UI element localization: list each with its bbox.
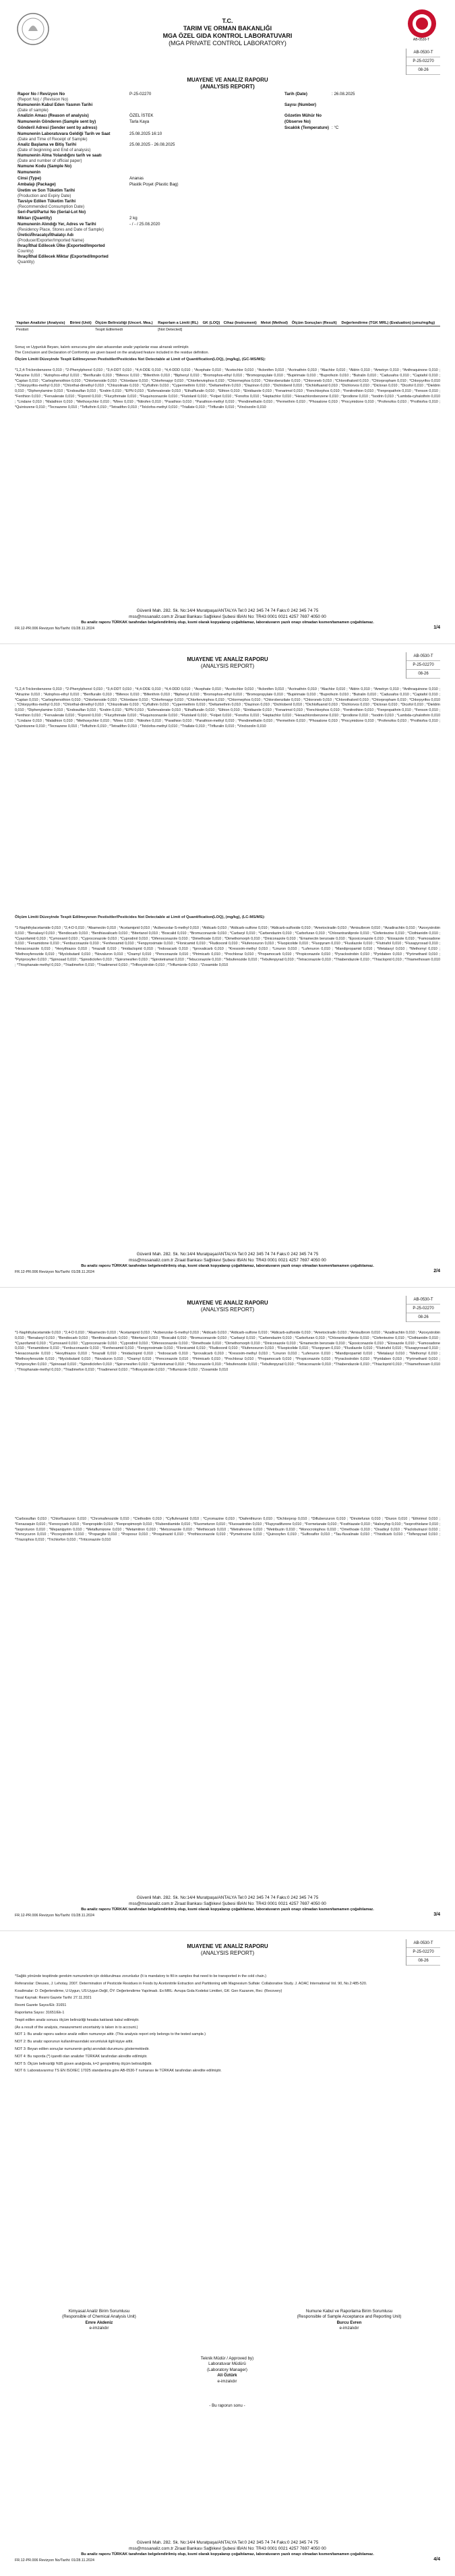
report-title: MUAYENE VE ANALİZ RAPORU (ANALYSIS REPORT) xyxy=(187,1943,268,1956)
info-right-label: Sayısı (Number) xyxy=(284,103,317,107)
table-cell xyxy=(222,326,260,334)
page-number: 3/4 xyxy=(433,1912,440,1917)
info-label: Numune Kodu (Sample No) xyxy=(18,164,72,169)
info-right-label: (Observe No) xyxy=(284,119,311,124)
page-number: 4/4 xyxy=(433,2557,440,2562)
note-item: NOT 5: Ölçüm belirsizliği %95 güven aralığında, k=2 genişletilmiş ölçüm belirsizliğidir. xyxy=(15,2061,152,2066)
info-label: Cinsi (Type) xyxy=(18,176,41,181)
report-page-4 xyxy=(0,1931,455,2575)
info-value: 25.08.2025 - 26.08.2025 xyxy=(129,142,175,147)
note-item: Raporlama Sayısı: 31651/Ek-1 xyxy=(15,2010,65,2015)
note-item: Yasal Kaynak: Resmi Gazete Tarihi: 27.11.2021 xyxy=(15,1996,92,2001)
column-header: GK (LOQ) xyxy=(202,320,222,326)
pesticide-list-gc: *1,2,4-Triclorobenzene 0,010 ; *2-Phenylphenol 0,010 ; *3,4-DDT 0,010 ; *4,4-DDE 0,010 ; *4,4-DDD 0,010 ; *Acephate 0,010 ; *Acetochlor 0,010 ; *Aclonifen 0,010 ; *Acrinathrin 0,010 ; *Alachlor 0,010 ; *Aldrin 0,010 ; *Ametryn 0,010 ; *Anthraquinone 0,010 ; *Atrazine 0,010 ; *Azinphos-ethyl 0,010 ; *Benfluralin 0,010 ; *Bifenox 0,010 ; *Bifenthrin 0,010 ; *Biphenyl 0,010 ; *Bromophos-ethyl 0,010 ; *Bromopropylate 0,010 ; *Bupirimate 0,010 ; *Buprofezin 0,010 ; *Butralin 0,010 ; *Cadusafos 0,010 ; *Captafol 0,010 ; *Captan 0,010 ; *Carbophenothion 0,010 ; *Chlorbenside 0,010 ; *Chlordane 0,010 ; *Chlorfenapyr 0,010 ; *Chlorfenvinphos 0,010 ; *Chlormephos 0,010 ; *Chlorobenzilate 0,010 ; *Chloroneb 0,010 ; *Chlorothalonil 0,010 ; *Chlorpropham 0,010 ; *Chlorpyrifos 0,010 ; *Chlorpyrifos-methyl 0,010 ; *Chlorthal-dimethyl 0,010 ; *Chlozolinate 0,010 ; *Cyfluthrin 0,010 ; *Cypermethrin 0,010 ; *Deltamethrin 0,010 ; *Diazinon 0,010 ; *Dichlobenil 0,010 ; *Dichlofluanid 0,010 ; *Dichlorvos 0,010 ; *Dicloran 0,010 ; *Dicofol 0,010 ; *Dieldrin 0,010 ; *Diphenylamine 0,010 ; *Endosulfan 0,010 ; *Endrin 0,010 ; *EPN 0,010 ; *Esfenvalerate 0,010 ; *Ethalfluralin 0,010 ; *Ethion 0,010 ; *Etridiazole 0,010 ; *Fenarimol 0,010 ; *Fenchlorphos 0,010 ; *Fenitrothion 0,010 ; *Fenpropathrin 0,010 ; *Fenson 0,010 ; *Fenthion 0,010 ; *Fenvalerate 0,010 ; *Fipronil 0,010 ; *Flucythrinate 0,010 ; *Fluquinconazole 0,010 ; *Flutolanil 0,010 ; *Folpet 0,010 ; *Fonofos 0,010 ; *Heptachlor 0,010 ; *Hexachlorobenzene 0,010 ; *Iprodione 0,010 ; *Isodrin 0,010 ; *Lambda-cyhalothrin 0,010 ; *Lindane 0,010 ; *Malathion 0,010 ; *Methoxychlor 0,010 ; *Mirex 0,010 ; *Nitrofen 0,010 ; *Parathion 0,010 ; *Parathion-methyl 0,010 ; *Pendimethalin 0,010 ; *Permethrin 0,010 ; *Phosalone 0,010 ; *Procymidone 0,010 ; *Profenofos 0,010 ; *Prothiofos 0,010 ; *Quintozene 0,010 ; *Tecnazene 0,010 ; *Tefluthrin 0,010 ; *Tetradifon 0,010 ; *Tolclofos-methyl 0,010 ; *Triallate 0,010 ; *Trifluralin 0,010 ; *Vinclozolin 0,010 xyxy=(15,368,440,409)
info-sublabel: (Report No) / (Revision No) xyxy=(18,96,68,102)
info-row xyxy=(15,199,440,210)
table-cell: Pestisit xyxy=(16,328,29,332)
note-item: NOT 3: Beyan edilen sonuçlar numunenin gelişi anındaki durumunu göstermektedir. xyxy=(15,2047,150,2051)
info-label: Üretim ve Son Tüketim Tarihi xyxy=(18,188,75,193)
info-label: Ambalajı (Package) xyxy=(18,182,56,187)
report-page-1 xyxy=(0,0,455,644)
info-row xyxy=(15,176,440,182)
note-item: (As a result of the analysis, measurement uncertainty is taken in to account.) xyxy=(15,2025,138,2030)
page-number: 1/4 xyxy=(433,625,440,630)
info-row xyxy=(15,125,440,132)
report-page-2 xyxy=(0,644,455,1288)
results-table xyxy=(15,320,440,333)
reference-box: AB-0530-T P-25-02270 08-26 xyxy=(406,652,440,679)
info-label: Miktarı (Quantity) xyxy=(18,216,52,221)
info-sublabel: Country) xyxy=(18,248,34,254)
info-label: İhraç/İthal Edilecek Ülke (Exported/Imported xyxy=(18,244,105,248)
info-row xyxy=(15,142,440,153)
info-value: - / - / 25.08.2020 xyxy=(129,222,160,227)
note-item: Resmi Gazete Sayısı/Ek: 31651 xyxy=(15,2003,67,2008)
pesticide-list-lc-cont: *1-Naphthylacetamide 0,010 ; *2,4-D 0,010 ; *Abamectin 0,010 ; *Acetamiprid 0,010 ; *Acibenzolar-S-methyl 0,010 ; *Aldicarb 0,010 ; *Aldicarb-sulfone 0,010 ; *Aldicarb-sulfoxide 0,010 ; *Ametoctradin 0,010 ; *Amisulbrom 0,010 ; *Azadirachtin 0,010 ; *Azoxystrobin 0,010 ; *Benalaxyl 0,010 ; *Bendiocarb 0,010 ; *Benthiavalicarb 0,010 ; *Bitertanol 0,010 ; *Boscalid 0,010 ; *Bromuconazole 0,010 ; *Carbaryl 0,010 ; *Carbendazim 0,010 ; *Carbofuran 0,010 ; *Chlorantraniliprole 0,010 ; *Clofentezine 0,010 ; *Clothianidin 0,010 ; *Cyazofamid 0,010 ; *Cymoxanil 0,010 ; *Cyproconazole 0,010 ; *Cyprodinil 0,010 ; *Difenoconazole 0,010 ; *Dimethoate 0,010 ; *Dimethomorph 0,010 ; *Diniconazole 0,010 ; *Emamectin benzoate 0,010 ; *Epoxiconazole 0,010 ; *Etoxazole 0,010 ; *Famoxadone 0,010 ; *Fenamidone 0,010 ; *Fenbuconazole 0,010 ; *Fenhexamid 0,010 ; *Fenpyroximate 0,010 ; *Flonicamid 0,010 ; *Fludioxonil 0,010 ; *Flufenoxuron 0,010 ; *Fluopicolide 0,010 ; *Fluopyram 0,010 ; *Flusilazole 0,010 ; *Flutriafol 0,010 ; *Fluxapyroxad 0,010 ; *Hexaconazole 0,010 ; *Hexythiazox 0,010 ; *Imazalil 0,010 ; *Imidacloprid 0,010 ; *Indoxacarb 0,010 ; *Iprovalicarb 0,010 ; *Kresoxim-methyl 0,010 ; *Linuron 0,010 ; *Lufenuron 0,010 ; *Mandipropamid 0,010 ; *Metalaxyl 0,010 ; *Methomyl 0,010 ; *Methoxyfenozide 0,010 ; *Myclobutanil 0,010 ; *Novaluron 0,010 ; *Oxamyl 0,010 ; *Penconazole 0,010 ; *Pirimicarb 0,010 ; *Prochloraz 0,010 ; *Propamocarb 0,010 ; *Propiconazole 0,010 ; *Pyraclostrobin 0,010 ; *Pyridaben 0,010 ; *Pyrimethanil 0,010 ; *Pyriproxyfen 0,010 ; *Spinosad 0,010 ; *Spirodiclofen 0,010 ; *Spiromesifen 0,010 ; *Spirotetramat 0,010 ; *Tebuconazole 0,010 ; *Tebufenozide 0,010 ; *Tebufenpyrad 0,010 ; *Tetraconazole 0,010 ; *Thiabendazole 0,010 ; *Thiacloprid 0,010 ; *Thiamethoxam 0,010 ; *Thiophanate-methyl 0,010 ; *Triadimefon 0,010 ; *Triadimenol 0,010 ; *Trifloxystrobin 0,010 ; *Triflumizole 0,010 ; *Zoxamide 0,010 xyxy=(15,1331,440,1372)
turkak-logo-icon xyxy=(406,8,437,39)
info-right-value: : °C xyxy=(332,125,339,130)
signature-sample: Numune Kabul ve Raporlama Birim Sorumlusu (Responsible of Sample Acceptance and Reporting Unit) Burcu Evren e-imzalıdır xyxy=(297,2309,402,2331)
info-value: 2 kg xyxy=(129,216,138,221)
note-item: NOT 4: Bu raporda (*) işaretli olan analizler TÜRKAK tarafından akredite edilmiştir. xyxy=(15,2054,148,2059)
table-cell: Tespit Edilemedi xyxy=(95,328,123,332)
info-value: 25.08.2025 16:10 xyxy=(129,132,162,136)
signature-chemical: Kimyasal Analiz Birim Sorumlusu (Responsible of Chemical Analysis Unit) Emre Akdeniz e-imzalıdır xyxy=(62,2309,136,2331)
table-cell xyxy=(260,326,291,334)
info-sublabel: (Date and Time of Receipt of Sample) xyxy=(18,136,88,142)
note-item: Kısaltmalar: D: Değerlendirme, U:Uygun, US:Uygun Değil, ÖY: Değerlendirme Yapılmadı. Ex:MRL: Avrupa Gıda Kodeksi Limitleri, GK: Gerı Kazanım, Rec: (Recovery) xyxy=(15,1988,282,1993)
info-sublabel: (Residency Place, Stores and Date of Sample) xyxy=(18,227,104,232)
info-row xyxy=(15,188,440,199)
info-row xyxy=(15,210,440,216)
note-item: Tespit edilen analiz sonucu ölçüm belirsizliği hesaba katılarak kabul edilmiştir. xyxy=(15,2017,140,2022)
page-number: 2/4 xyxy=(433,1269,440,1273)
info-row xyxy=(15,182,440,188)
info-sublabel: (Date of beginning and End of analysis) xyxy=(18,147,91,152)
info-label: Tavsiye Edilen Tüketim Tarihi xyxy=(18,199,76,204)
table-cell xyxy=(340,326,440,334)
info-label: Numunenin Kabul Eden Yasının Tarihi xyxy=(18,103,93,107)
info-row xyxy=(15,119,440,125)
column-header: Yapılan Analizler (Analysis) xyxy=(15,320,69,326)
note-item: NOT 6: Laboratuvarımız TS EN ISO/IEC 17025 standardına göre AB-0530-T numarası ile TÜRKAK tarafından akredite edilmiştir. xyxy=(15,2069,222,2073)
info-row xyxy=(15,103,440,113)
pesticide-list-lc-cont2: *Carbosulfan 0,010 ; *Chlorfluazuron 0,010 ; *Chromafenozide 0,010 ; *Clethodim 0,010 ; *Cyflufenamid 0,010 ; *Cyromazine 0,010 ; *Diafenthiuron 0,010 ; *Dichlorprop 0,010 ; *Diflubenzuron 0,010 ; *Dinotefuran 0,010 ; *Diuron 0,010 ; *Ethirimol 0,010 ; *Fenazaquin 0,010 ; *Fenoxycarb 0,010 ; *Fenpropidin 0,010 ; *Fenpropimorph 0,010 ; *Flubendiamide 0,010 ; *Fluometuron 0,010 ; *Fluoxastrobin 0,010 ; *Flupyradifurone 0,010 ; *Formetanate 0,010 ; *Fosthiazate 0,010 ; *Haloxyfop 0,010 ; *Isoprothiolane 0,010 ; *Isoproturon 0,010 ; *Mepanipyrim 0,010 ; *Metaflumizone 0,010 ; *Metamitron 0,010 ; *Metconazole 0,010 ; *Methiocarb 0,010 ; *Metrafenone 0,010 ; *Metribuzin 0,010 ; *Monocrotophos 0,010 ; *Omethoate 0,010 ; *Oxadixyl 0,010 ; *Paclobutrazol 0,010 ; *Pencycuron 0,010 ; *Picoxystrobin 0,010 ; *Propargite 0,010 ; *Propoxur 0,010 ; *Proquinazid 0,010 ; *Prothioconazole 0,010 ; *Pymetrozine 0,010 ; *Quinoxyfen 0,010 ; *Sulfoxaflor 0,010 ; *Tau-fluvalinate 0,010 ; *Thiodicarb 0,010 ; *Tolfenpyrad 0,010 ; *Triazophos 0,010 ; *Trichlorfon 0,010 ; *Triticonazole 0,010 xyxy=(15,1517,440,1543)
info-value: P-25-02270 xyxy=(129,92,152,96)
info-row xyxy=(15,244,440,254)
note-item: *Sağlık yönünde tespitinde gerekim numunelerin için doldurulması zorunludur (It is mandatory to fill in samples that need to be transported in the cold chain.) xyxy=(15,1974,267,1978)
column-header: Raporlam a Limiti (RL) xyxy=(156,320,201,326)
column-header: Metot (Method) xyxy=(260,320,291,326)
info-row xyxy=(15,254,440,265)
page-footer: Güvenli Mah. 282. Sk. No:14/4 Muratpaşa/ANTALYA Tel:0 242 345 74 74 Faks:0 242 345 74 75 mss@mssanaliz.com.tr Ziraat Bankası Sağlıkevi Şubesi IBAN No: TR43 0001 0021 4257 7697 4050 00 Bu analiz raporu TÜRKAK tarafından belgelendirilmiş olup, kısmi olarak kopyalanıp çoğaltılamaz, laboratuvarın yazılı onayı olmadan kısmen/tamamen çoğaltılamaz. FR.12-PR.006 Revizyon No/Tarihi: 01/28.11.2024 xyxy=(15,1252,374,1274)
pesticide-list-lc: *1-Naphthylacetamide 0,010 ; *2,4-D 0,010 ; *Abamectin 0,010 ; *Acetamiprid 0,010 ; *Acibenzolar-S-methyl 0,010 ; *Aldicarb 0,010 ; *Aldicarb-sulfone 0,010 ; *Aldicarb-sulfoxide 0,010 ; *Ametoctradin 0,010 ; *Amisulbrom 0,010 ; *Azadirachtin 0,010 ; *Azoxystrobin 0,010 ; *Benalaxyl 0,010 ; *Bendiocarb 0,010 ; *Benthiavalicarb 0,010 ; *Bitertanol 0,010 ; *Boscalid 0,010 ; *Bromuconazole 0,010 ; *Carbaryl 0,010 ; *Carbendazim 0,010 ; *Carbofuran 0,010 ; *Chlorantraniliprole 0,010 ; *Clofentezine 0,010 ; *Clothianidin 0,010 ; *Cyazofamid 0,010 ; *Cymoxanil 0,010 ; *Cyproconazole 0,010 ; *Cyprodinil 0,010 ; *Difenoconazole 0,010 ; *Dimethoate 0,010 ; *Dimethomorph 0,010 ; *Diniconazole 0,010 ; *Emamectin benzoate 0,010 ; *Epoxiconazole 0,010 ; *Etoxazole 0,010 ; *Famoxadone 0,010 ; *Fenamidone 0,010 ; *Fenbuconazole 0,010 ; *Fenhexamid 0,010 ; *Fenpyroximate 0,010 ; *Flonicamid 0,010 ; *Fludioxonil 0,010 ; *Flufenoxuron 0,010 ; *Fluopicolide 0,010 ; *Fluopyram 0,010 ; *Flusilazole 0,010 ; *Flutriafol 0,010 ; *Fluxapyroxad 0,010 ; *Hexaconazole 0,010 ; *Hexythiazox 0,010 ; *Imazalil 0,010 ; *Imidacloprid 0,010 ; *Indoxacarb 0,010 ; *Iprovalicarb 0,010 ; *Kresoxim-methyl 0,010 ; *Linuron 0,010 ; *Lufenuron 0,010 ; *Mandipropamid 0,010 ; *Metalaxyl 0,010 ; *Methomyl 0,010 ; *Methoxyfenozide 0,010 ; *Myclobutanil 0,010 ; *Novaluron 0,010 ; *Oxamyl 0,010 ; *Penconazole 0,010 ; *Pirimicarb 0,010 ; *Prochloraz 0,010 ; *Propamocarb 0,010 ; *Propiconazole 0,010 ; *Pyraclostrobin 0,010 ; *Pyridaben 0,010 ; *Pyrimethanil 0,010 ; *Pyriproxyfen 0,010 ; *Spinosad 0,010 ; *Spirodiclofen 0,010 ; *Spiromesifen 0,010 ; *Spirotetramat 0,010 ; *Tebuconazole 0,010 ; *Tebufenozide 0,010 ; *Tebufenpyrad 0,010 ; *Tetraconazole 0,010 ; *Thiabendazole 0,010 ; *Thiacloprid 0,010 ; *Thiamethoxam 0,010 ; *Thiophanate-methyl 0,010 ; *Triadimefon 0,010 ; *Triadimenol 0,010 ; *Trifloxystrobin 0,010 ; *Triflumizole 0,010 ; *Zoxamide 0,010 xyxy=(15,926,440,967)
info-right-value: : 26.08.2025 xyxy=(332,92,355,96)
info-label: İhraç/İthal Edilecek Miktar (Exported/Imported xyxy=(18,254,109,259)
info-value: ÖZEL İSTEK xyxy=(129,113,154,118)
page-footer: Güvenli Mah. 282. Sk. No:14/4 Muratpaşa/ANTALYA Tel:0 242 345 74 74 Faks:0 242 345 74 75 mss@mssanaliz.com.tr Ziraat Bankası Sağlıkevi Şubesi IBAN No: TR43 0001 0021 4257 7697 4050 00 Bu analiz raporu TÜRKAK tarafından belgelendirilmiş olup, kısmi olarak kopyalanıp çoğaltılamaz, laboratuvarın yazılı onayı olmadan kısmen/tamamen çoğaltılamaz. FR.12-PR.006 Revizyon No/Tarihi: 01/28.11.2024 xyxy=(15,1895,374,1918)
conformity-statement: Sonuç ve Uygunluk Beyanı, kalıntı sonucuna göre alan arkasından analiz yapılanlar esas alınarak verilmiştir. The Conclusion and Declaration of Conformity are given based on the analysed feature included in the residue definition. xyxy=(15,345,209,355)
ministry-logo-icon xyxy=(16,11,50,47)
loq-title-lc: Ölçüm Limiti Düzeyinde Tespit Edilmeyenen Pestisitler/Pesticides Not Detectable at Limit of Quantification(LOQ), (mg/kg), (LC-MS/MS): xyxy=(15,915,266,919)
info-label: Analiz Başlama ve Bitiş Tarihi xyxy=(18,142,77,147)
page-header xyxy=(15,8,440,55)
column-header: Ölçüm Sonuçları (Result) xyxy=(291,320,340,326)
ministry-title: T.C. TARIM VE ORMAN BAKANLIĞI MGA ÖZEL GIDA KONTROL LABORATUVARI (MGA PRIVATE CONTROL LABORATORY) xyxy=(162,18,293,47)
info-right-label: Sıcaklık (Temperature) xyxy=(284,125,329,130)
info-row xyxy=(15,153,440,164)
loq-title-gc: Ölçüm Limiti Düzeyinde Tespit Edilmeyenen Pestisitler/Pesticides Not Detectable at Limit of Quantification(LOQ), (mg/kg), (GC-MS/MS): xyxy=(15,357,266,362)
info-sublabel: (Date and number of official paper) xyxy=(18,158,82,163)
info-sublabel: (Date of sample) xyxy=(18,107,49,113)
table-cell: [Not Detected] xyxy=(158,328,183,332)
info-label: Numunenin xyxy=(18,170,41,175)
info-value: Ananas xyxy=(129,176,144,181)
info-row xyxy=(15,170,440,176)
accreditation-number: AB-0530-T xyxy=(413,38,430,42)
report-title: MUAYENE VE ANALİZ RAPORU (ANALYSIS REPORT) xyxy=(187,656,268,669)
info-label: Numunenin Laboratuvara Geldiği Tarih ve Saat xyxy=(18,132,111,136)
report-title: MUAYENE VE ANALİZ RAPORU (ANALYSIS REPORT) xyxy=(187,1300,268,1313)
info-row xyxy=(15,216,440,222)
page-footer: Güvenli Mah. 282. Sk. No:14/4 Muratpaşa/ANTALYA Tel:0 242 345 74 74 Faks:0 242 345 74 75 mss@mssanaliz.com.tr Ziraat Bankası Sağlıkevi Şubesi IBAN No: TR43 0001 0021 4257 7697 4050 00 Bu analiz raporu TÜRKAK tarafından belgelendirilmiş olup, kısmi olarak kopyalanıp çoğaltılamaz, laboratuvarın yazılı onayı olmadan kısmen/tamamen çoğaltılamaz. FR.12-PR.006 Revizyon No/Tarihi: 01/28.11.2024 xyxy=(15,2540,374,2563)
reference-box: AB-0530-T P-25-02270 08-26 xyxy=(406,1939,440,1966)
note-item: Referanslar: Dieuses, J. Lehotay, 2007. Determination of Pesticide Residues in Foods by Acetonitrile Extraction and Partitioning with Magnesium Sulfate: Collaborative Study. J. AOAC International Vol. 90, No.2:485-520. xyxy=(15,1981,367,1986)
column-header: Ölçüm Belirsizliği (Uncert. Mea.) xyxy=(94,320,156,326)
info-row xyxy=(15,164,440,170)
report-notes xyxy=(15,1974,440,2076)
info-label: Numunenin Alındığı Yer, Adres ve Tarihi xyxy=(18,222,96,227)
info-label: Numunenin Gönderen (Sample sent by) xyxy=(18,119,96,124)
note-item: NOT 2: Bu analiz raporunun kullanılmasındaki sorumluluk ilgili kişiye aittir. xyxy=(15,2040,133,2044)
info-sublabel: (Recommended Consumption Date) xyxy=(18,204,85,209)
column-header: Değerlendirme (TGK MRL) (Evaluation) (umu/mg/kg) xyxy=(340,320,440,326)
note-item: NOT 1: Bu analiz raporu sadece analiz edilen numuneye aittir. (This analysis report only belongs to the tested sample.) xyxy=(15,2032,206,2037)
pesticide-list-gc-cont: *1,2,4-Triclorobenzene 0,010 ; *2-Phenylphenol 0,010 ; *3,4-DDT 0,010 ; *4,4-DDE 0,010 ; *4,4-DDD 0,010 ; *Acephate 0,010 ; *Acetochlor 0,010 ; *Aclonifen 0,010 ; *Acrinathrin 0,010 ; *Alachlor 0,010 ; *Aldrin 0,010 ; *Ametryn 0,010 ; *Anthraquinone 0,010 ; *Atrazine 0,010 ; *Azinphos-ethyl 0,010 ; *Benfluralin 0,010 ; *Bifenox 0,010 ; *Bifenthrin 0,010 ; *Biphenyl 0,010 ; *Bromophos-ethyl 0,010 ; *Bromopropylate 0,010 ; *Bupirimate 0,010 ; *Buprofezin 0,010 ; *Butralin 0,010 ; *Cadusafos 0,010 ; *Captafol 0,010 ; *Captan 0,010 ; *Carbophenothion 0,010 ; *Chlorbenside 0,010 ; *Chlordane 0,010 ; *Chlorfenapyr 0,010 ; *Chlorfenvinphos 0,010 ; *Chlormephos 0,010 ; *Chlorobenzilate 0,010 ; *Chloroneb 0,010 ; *Chlorothalonil 0,010 ; *Chlorpropham 0,010 ; *Chlorpyrifos 0,010 ; *Chlorpyrifos-methyl 0,010 ; *Chlorthal-dimethyl 0,010 ; *Chlozolinate 0,010 ; *Cyfluthrin 0,010 ; *Cypermethrin 0,010 ; *Deltamethrin 0,010 ; *Diazinon 0,010 ; *Dichlobenil 0,010 ; *Dichlofluanid 0,010 ; *Dichlorvos 0,010 ; *Dicloran 0,010 ; *Dicofol 0,010 ; *Dieldrin 0,010 ; *Diphenylamine 0,010 ; *Endosulfan 0,010 ; *Endrin 0,010 ; *EPN 0,010 ; *Esfenvalerate 0,010 ; *Ethalfluralin 0,010 ; *Ethion 0,010 ; *Etridiazole 0,010 ; *Fenarimol 0,010 ; *Fenchlorphos 0,010 ; *Fenitrothion 0,010 ; *Fenpropathrin 0,010 ; *Fenson 0,010 ; *Fenthion 0,010 ; *Fenvalerate 0,010 ; *Fipronil 0,010 ; *Flucythrinate 0,010 ; *Fluquinconazole 0,010 ; *Flutolanil 0,010 ; *Folpet 0,010 ; *Fonofos 0,010 ; *Heptachlor 0,010 ; *Hexachlorobenzene 0,010 ; *Iprodione 0,010 ; *Isodrin 0,010 ; *Lambda-cyhalothrin 0,010 ; *Lindane 0,010 ; *Malathion 0,010 ; *Methoxychlor 0,010 ; *Mirex 0,010 ; *Nitrofen 0,010 ; *Parathion 0,010 ; *Parathion-methyl 0,010 ; *Pendimethalin 0,010 ; *Permethrin 0,010 ; *Phosalone 0,010 ; *Procymidone 0,010 ; *Profenofos 0,010 ; *Prothiofos 0,010 ; *Quintozene 0,010 ; *Tecnazene 0,010 ; *Tefluthrin 0,010 ; *Tetradifon 0,010 ; *Tolclofos-methyl 0,010 ; *Triallate 0,010 ; *Trifluralin 0,010 ; *Vinclozolin 0,010 xyxy=(15,687,440,728)
info-row xyxy=(15,233,440,244)
sample-info xyxy=(15,92,440,265)
table-row xyxy=(15,326,440,334)
info-label: Gönderil Adresi (Sender sent by adress) xyxy=(18,125,98,130)
column-header: Birimi (Unit) xyxy=(69,320,94,326)
info-row xyxy=(15,222,440,233)
info-right-label: Tarih (Date) xyxy=(284,92,307,96)
info-sublabel: Quantity) xyxy=(18,259,35,264)
info-value: Plastik Poşet (Plastic Bag) xyxy=(129,182,179,187)
end-of-report: - Bu raporun sonu - xyxy=(209,2403,245,2408)
reference-box: AB-0530-T P-25-02270 08-26 xyxy=(406,49,440,75)
info-row xyxy=(15,132,440,142)
report-title: MUAYENE VE ANALİZ RAPORU (ANALYSIS REPORT) xyxy=(187,77,268,90)
report-page-3 xyxy=(0,1288,455,1931)
info-value: Tarla Kaya xyxy=(129,119,150,124)
table-cell xyxy=(202,326,222,334)
info-label: Üretici/İhracatçı/İthalatçı Adı xyxy=(18,233,73,237)
column-header: Cihaz (Instrument) xyxy=(222,320,260,326)
info-row xyxy=(15,92,440,103)
info-label: Seri-Parti/Partui No (Serial-Lot No) xyxy=(18,210,86,214)
info-label: Rapor No / Revizyon No xyxy=(18,92,65,96)
info-sublabel: (Producer/Exporter/Imported Name) xyxy=(18,237,84,243)
table-cell xyxy=(69,326,94,334)
info-sublabel: (Production and Expiry Date) xyxy=(18,193,71,198)
reference-box: AB-0530-T P-25-02270 08-26 xyxy=(406,1296,440,1322)
page-footer: Güvenli Mah. 282. Sk. No:14/4 Muratpaşa/ANTALYA Tel:0 242 345 74 74 Faks:0 242 345 74 75 mss@mssanaliz.com.tr Ziraat Bankası Sağlıkevi Şubesi IBAN No: TR43 0001 0021 4257 7697 4050 00 Bu analiz raporu TÜRKAK tarafından belgelendirilmiş olup, kısmi olarak kopyalanıp çoğaltılamaz, laboratuvarın yazılı onayı olmadan kısmen/tamamen çoğaltılamaz. FR.12-PR.006 Revizyon No/Tarihi: 01/28.11.2024 xyxy=(15,608,374,631)
table-cell xyxy=(291,326,340,334)
info-label: Numunenin Alma Yolandığını tarih ve saatı xyxy=(18,153,102,158)
info-label: Analizin Amacı (Reason of analysis) xyxy=(18,113,89,118)
info-right-label: Gözetim Mühür No xyxy=(284,113,322,118)
info-row xyxy=(15,113,440,119)
signature-manager: Teknik Müdür / Approved by) Laboratuvar Müdürü (Laboratory Manager) Ali Öztürk e-imzalıdır xyxy=(200,2356,254,2384)
